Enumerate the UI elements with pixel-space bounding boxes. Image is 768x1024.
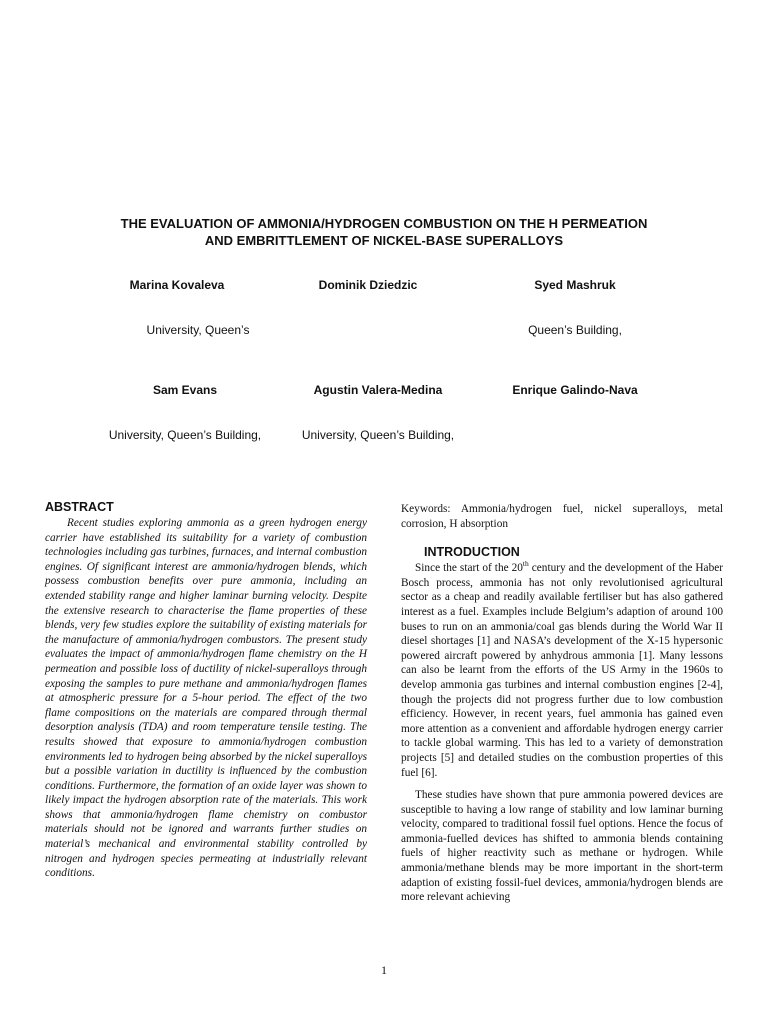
author-affiliation: University, Queen’s Building, (301, 428, 455, 442)
intro-text-rest: century and the development of the Haber Bosch process, ammonia has not only revolutionised agricultural sector as a cheap and readily available fertiliser but has also gathered interest as a fuel. Examples include Belgium’s adaption of around 100 buses to run on an ammonia/coal gas blends during the World War II diesel shortages [1] and NASA’s development of the X-15 hypersonic powered aircraft powered by anhydrous ammonia [1]. Many lessons can also be learnt from the efforts of the US Army in the 1960s to develop ammonia gas turbines and internal combustion engines [2-4], though the projects did not progress further due to low combustion efficiency. However, in recent years, fuel ammonia has gained even more attention as a convenient and affordable hydrogen energy carrier to tackle global warming. This has led to a variety of demonstration projects [5] and detailed studies on the combustion properties of this fuel [6]. (401, 562, 723, 779)
author-name: Agustin Valera-Medina (313, 383, 443, 397)
intro-text-start: Since the start of the 20 (415, 562, 523, 575)
author-name: Enrique Galindo-Nava (512, 383, 638, 397)
author-name: Dominik Dziedzic (318, 278, 418, 292)
author-affiliation: Queen’s Building, (528, 323, 622, 337)
right-column (401, 502, 723, 905)
author-name: Sam Evans (152, 383, 218, 397)
title-line-1: THE EVALUATION OF AMMONIA/HYDROGEN COMBUSTION ON THE H PERMEATION (120, 216, 648, 231)
author-name: Marina Kovaleva (129, 278, 225, 292)
author-affiliation: University, Queen’s (146, 323, 250, 337)
paper-title (60, 215, 708, 249)
title-line-2: AND EMBRITTLEMENT OF NICKEL-BASE SUPERALLOYS (204, 233, 564, 248)
introduction-paragraph: These studies have shown that pure ammonia powered devices are susceptible to having a low range of stability and low laminar burning velocity, compared to traditional fossil fuel options. Hence the focus of ammonia-fuelled devices has shifted to ammonia blends containing fuels of higher reactivity such as methane or hydrogen. While ammonia/methane blends may be more important in the short-term adaption of existing fossil-fuel devices, ammonia/hydrogen blends are more relevant achieving (401, 789, 723, 904)
abstract-text: Recent studies exploring ammonia as a green hydrogen energy carrier have established its suitability for a variety of combustion technologies including gas turbines, furnaces, and internal combustion engines. Of significant interest are ammonia/hydrogen blends, which possess combustion benefits over pure ammonia, including an extended stability range and higher laminar burning velocity. Despite the extensive research to characterise the flame properties of these blends, very few studies explore the suitability of existing materials for the manufacture of ammonia/hydrogen combustors. The present study evaluates the impact of ammonia/hydrogen flame chemistry on the H permeation and possible loss of ductility of nickel-superalloys through exposing the samples to pure methane and ammonia/hydrogen flames at atmospheric pressure for a 5-hour period. The effect of the two flame compositions on the materials are compared through thermal desorption analysis (TDA) and room temperature tensile testing. The results showed that exposure to ammonia/hydrogen combustion environments led to hydrogen being absorbed by the nickel superalloys but a possible variation in ductility is influenced by the combustion conditions. Furthermore, the formation of an oxide layer was shown to likely impact the hydrogen absorption rate of the materials. This work shows that ammonia/hydrogen flame chemistry on combustor materials should not be ignored and warrants further studies on material’s mechanical and environmental stability controlled by nitrogen and hydrogen species permeating at industrially relevant conditions. (45, 517, 367, 880)
page-number: 1 (381, 963, 387, 977)
author-name: Syed Mashruk (534, 278, 616, 292)
author-affiliation: University, Queen’s Building, (108, 428, 262, 442)
keywords: Keywords: Ammonia/hydrogen fuel, nickel superalloys, metal corrosion, H absorption (401, 503, 723, 530)
introduction-paragraph (401, 561, 723, 780)
superscript: th (522, 559, 529, 569)
abstract-heading: ABSTRACT (45, 500, 114, 514)
introduction-heading: INTRODUCTION (424, 545, 520, 560)
abstract-section (45, 500, 367, 881)
